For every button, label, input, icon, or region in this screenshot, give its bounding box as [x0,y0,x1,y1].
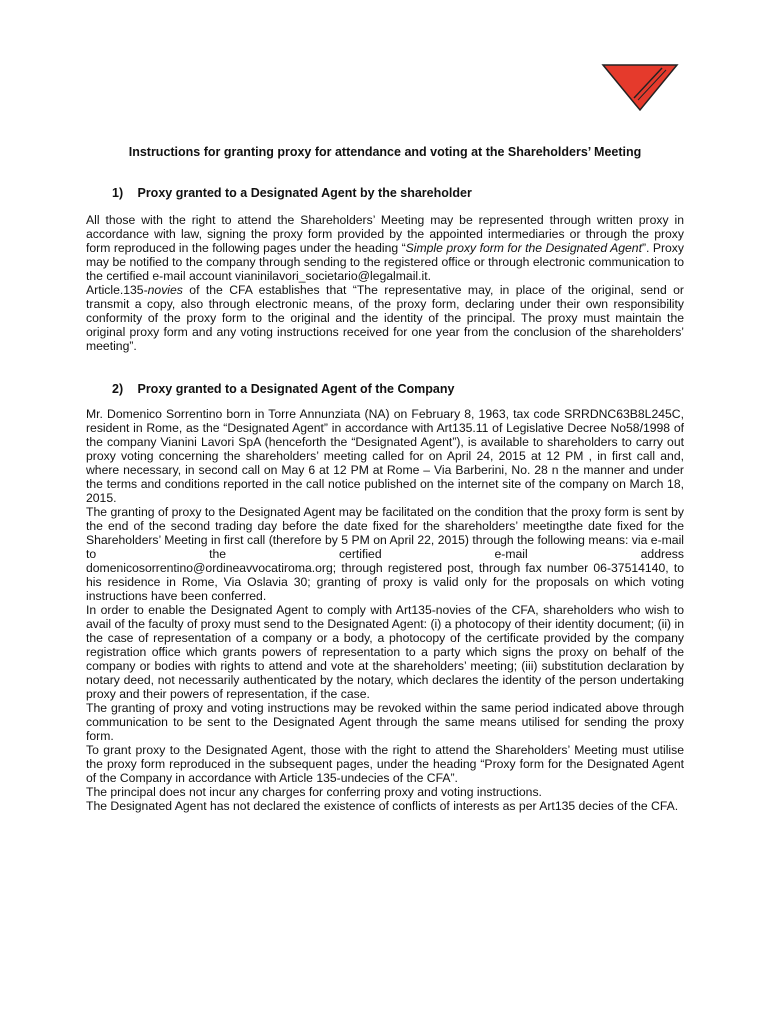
section-2-paragraph-5: To grant proxy to the Designated Agent, those with the right to attend the Shareholders’ Meeting must utilise the proxy form reproduced in the subsequent pages, under the heading “Proxy form for the Designated Agent of the Company in accordance with Article 135-undecies of the CFA”. [86,743,684,785]
section-1-paragraph-2: Article.135-novies of the CFA establishes that “The representative may, in place of the original, send or transmit a copy, also through electronic means, of the proxy form, declaring under their own responsibility conformity of the proxy form to the original and the identity of the principal. The proxy must maintain the original proxy form and any voting instructions received for one year from the conclusion of the shareholders’ meeting”. [86,283,684,353]
section-2-paragraph-1: Mr. Domenico Sorrentino born in Torre Annunziata (NA) on February 8, 1963, tax code SRRDNC63B8L245C, resident in Rome, as the “Designated Agent” in accordance with Art135.11 of Legislative Decree No58/1998 of the company Vianini Lavori SpA (henceforth the “Designated Agent”), is available to shareholders to carry out proxy voting concerning the shareholders’ meeting called for on April 24, 2015 at 12 PM , in first call and, where necessary, in second call on May 6 at 12 PM at Rome – Via Barberini, No. 28 n the manner and under the terms and conditions reported in the call notice published on the internet site of the company on March 18, 2015. [86,407,684,505]
section-2-heading-text: Proxy granted to a Designated Agent of the Company [137,382,455,396]
section-1-paragraph-1: All those with the right to attend the Shareholders’ Meeting may be represented through written proxy in accordance with law, signing the proxy form provided by the appointed intermediaries or through the proxy form reproduced in the following pages under the heading “Simple proxy form for the Designated Agent”. Proxy may be notified to the company through sending to the registered office or through electronic communication to the certified e-mail account vianinilavori_societario@legalmail.it. [86,213,684,283]
section-2-number: 2) [112,382,124,396]
section-2-paragraph-3: In order to enable the Designated Agent to comply with Art135-novies of the CFA, shareholders who wish to avail of the faculty of proxy must send to the Designated Agent: (i) a photocopy of their identity document; (ii) in the case of representation of a company or a body, a photocopy of the certificate provided by the company registration office which grants powers of representation to a party which signs the proxy on behalf of the company or bodies with rights to attend and vote at the shareholders’ meeting; (iii) substitution declaration by notary deed, not necessarily authenticated by the notary, which declares the identity of the person undertaking proxy and their powers of representation, if the case. [86,603,684,701]
company-logo [600,62,680,112]
document-title: Instructions for granting proxy for attendance and voting at the Shareholders’ Meeting [128,145,642,159]
section-2-heading [112,382,454,396]
section-2-paragraph-2b: domenicosorrentino@ordineavvocatiroma.org; through registered post, through fax number 06-37514140, to his residence in Rome, Via Oslavia 30; granting of proxy is valid only for the proposals on which voting instructions have been conferred. [86,561,684,603]
section-1-heading-text: Proxy granted to a Designated Agent by the shareholder [137,186,472,200]
section-1-heading [112,186,472,200]
logo-triangle [603,65,677,110]
section-2-body [86,407,684,813]
section-2-paragraph-6: The principal does not incur any charges for conferring proxy and voting instructions. [86,785,542,799]
section-2-paragraph-7: The Designated Agent has not declared the existence of conflicts of interests as per Art135 decies of the CFA. [86,799,679,813]
section-1-number: 1) [112,186,124,200]
section-2-paragraph-2a: The granting of proxy to the Designated Agent may be facilitated on the condition that the proxy form is sent by the end of the second trading day before the date fixed for the shareholders’ meetingthe date fixed for the Shareholders’ Meeting in first call (therefore by 5 PM on April 22, 2015) through the following means: via e-mail to the certified e-mail address [86,505,684,561]
section-1-body [86,213,684,353]
section-2-paragraph-4: The granting of proxy and voting instructions may be revoked within the same period indicated above through communication to be sent to the Designated Agent through the same means utilised for sending the proxy form. [86,701,684,743]
